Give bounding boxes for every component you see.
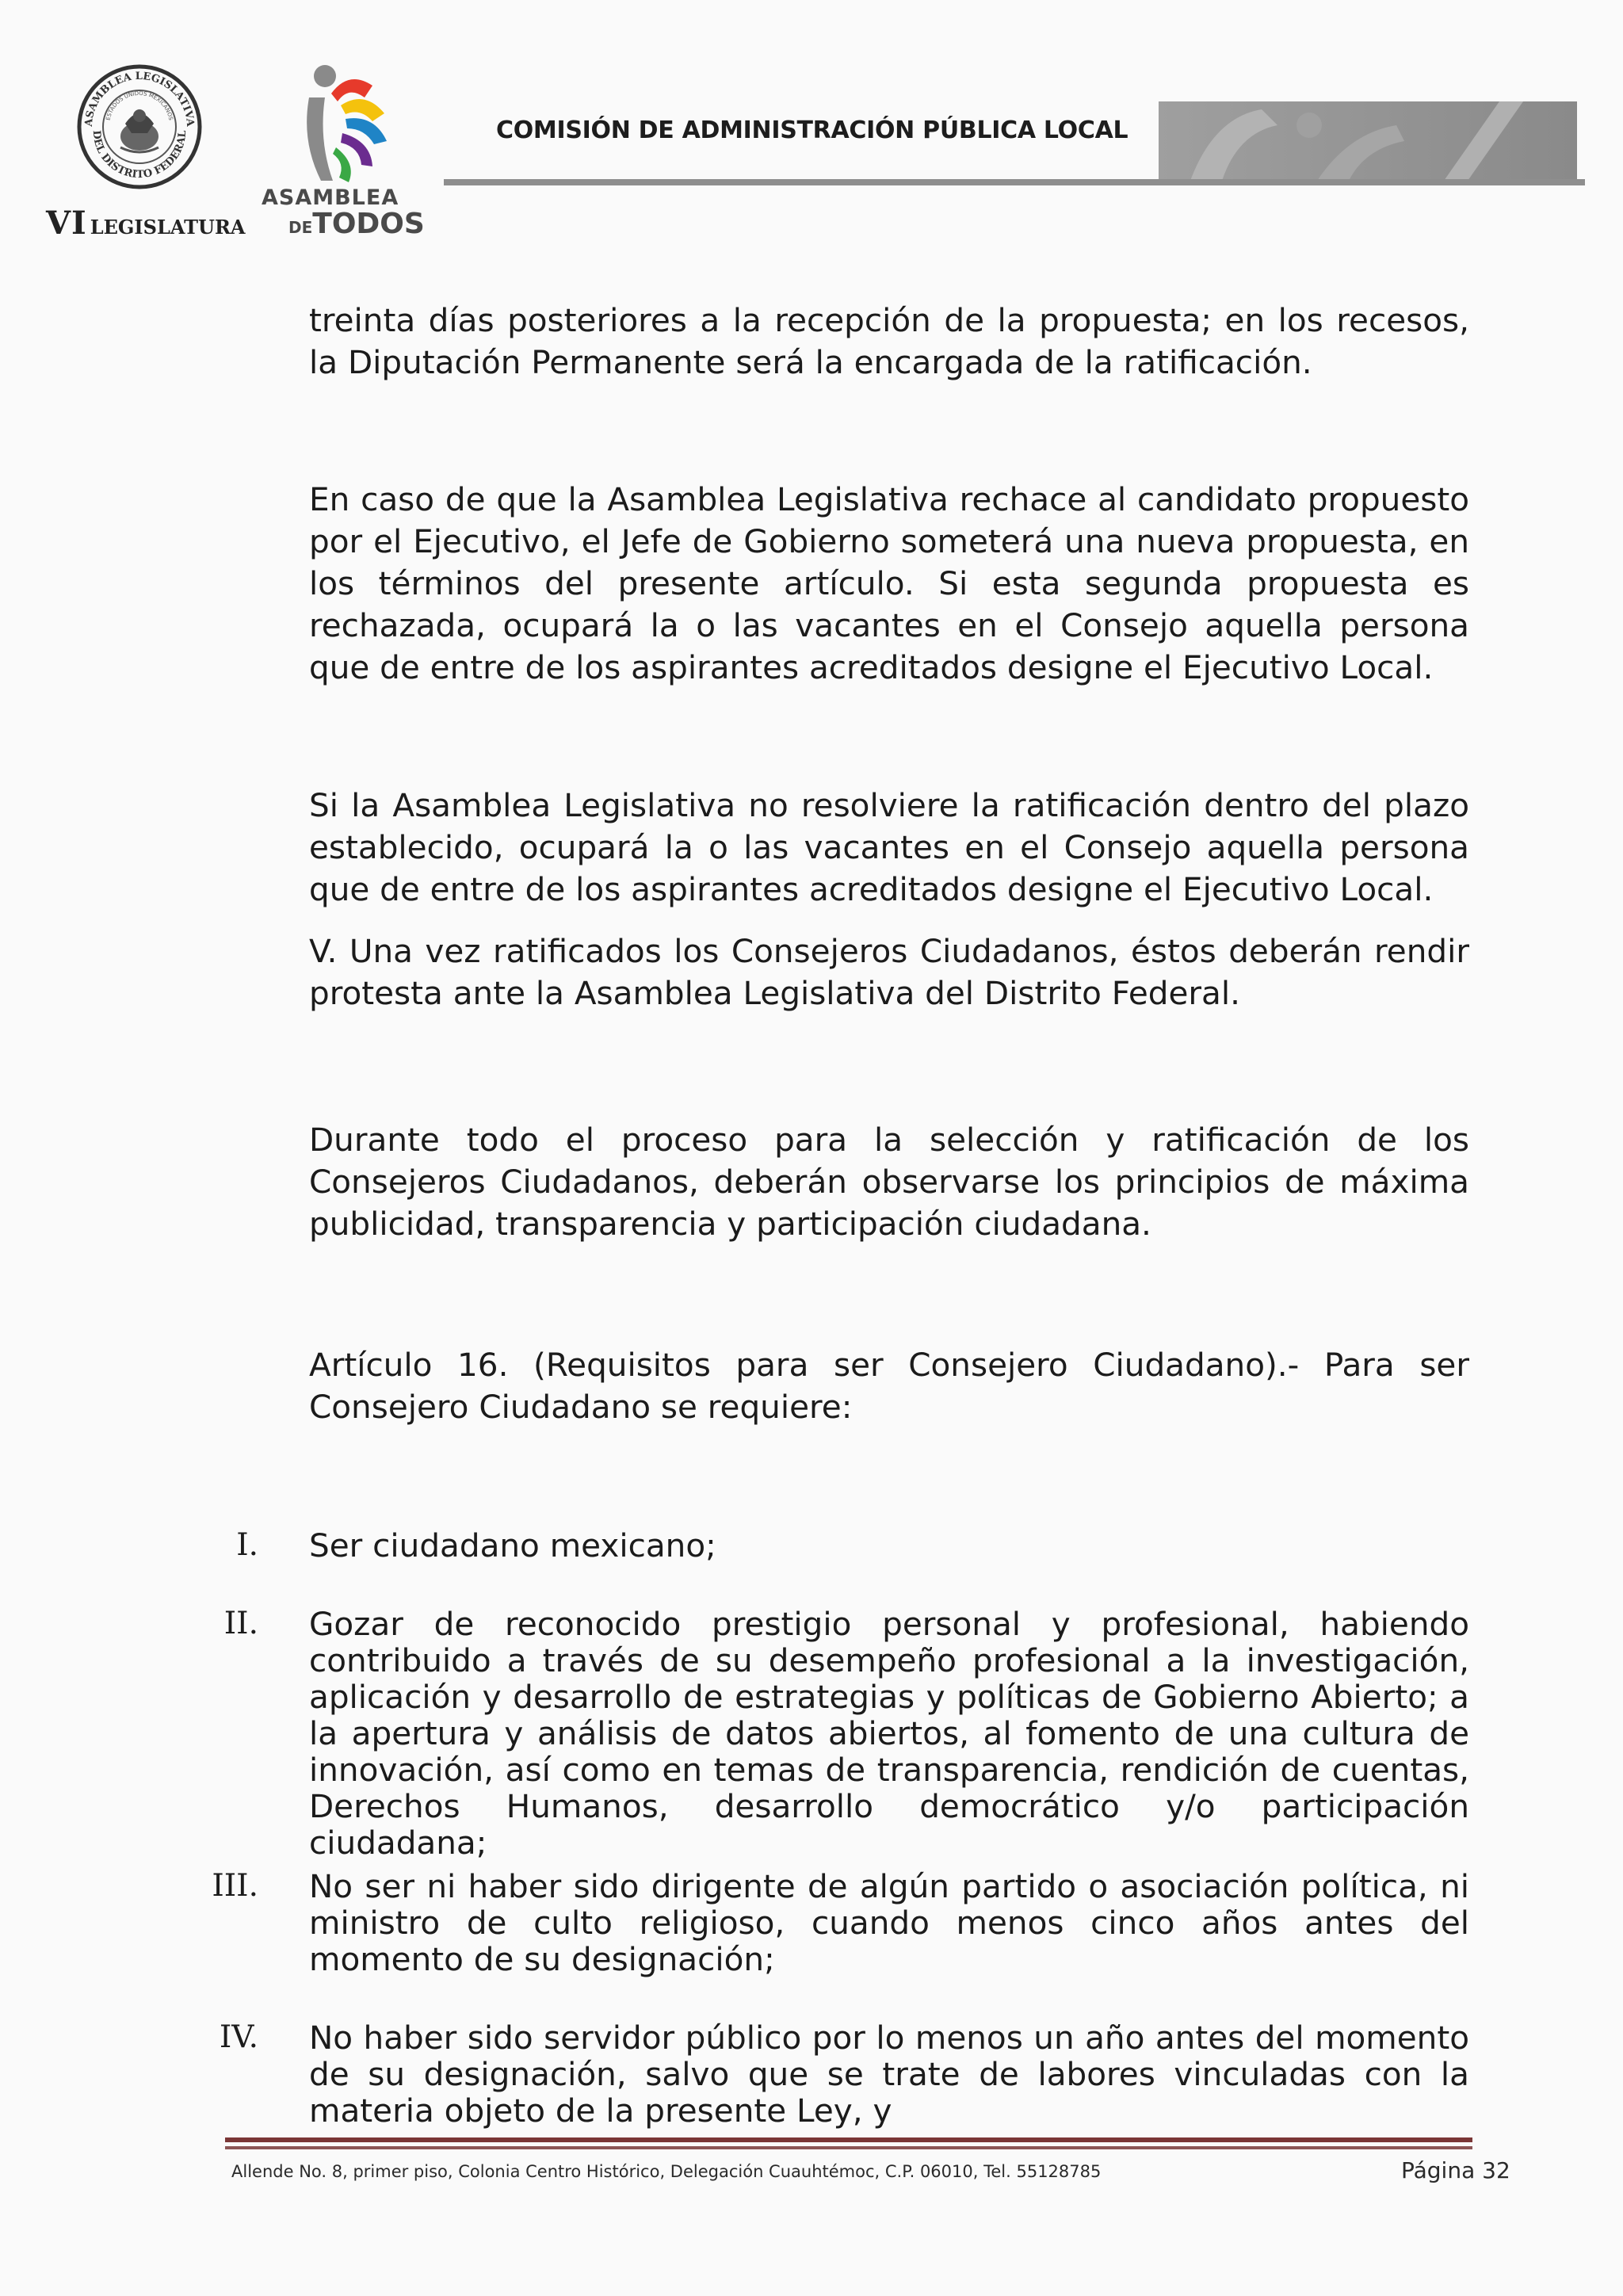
list-item-text: No haber sido servidor público por lo menos un año antes del momento de su designación, salvo que se trate de labores vinculadas con la materia objeto de la presente Ley, y xyxy=(309,2019,1469,2130)
list-item-text: Ser ciudadano mexicano; xyxy=(309,1526,716,1564)
list-item-number: IV. xyxy=(219,2019,258,2055)
list-item-number: II. xyxy=(223,1606,258,1641)
footer-rule-bottom xyxy=(225,2146,1472,2149)
asamblea-de-todos-logo-icon xyxy=(285,62,396,189)
svg-text:ESTADOS UNIDOS MEXICANOS: ESTADOS UNIDOS MEXICANOS xyxy=(105,90,174,121)
list-item-number: III. xyxy=(212,1868,258,1904)
header-rule xyxy=(444,179,1585,185)
page-header xyxy=(0,0,1623,254)
footer-address: Allende No. 8, primer piso, Colonia Centro Histórico, Delegación Cuauhtémoc, C.P. 06010, Tel. 55128785 xyxy=(231,2162,1102,2181)
header-pattern-icon xyxy=(1159,101,1577,181)
seal-emblem-icon xyxy=(76,63,203,190)
page-number: Página 32 xyxy=(1401,2157,1510,2183)
paragraph-principles: Durante todo el proceso para la selección y ratificación de los Consejeros Ciudadanos, deberán observarse los principios de máxima publicidad, transparencia y participación ciudadana. xyxy=(309,1121,1469,1243)
paragraph-rejection-procedure: En caso de que la Asamblea Legislativa rechace al candidato propuesto por el Ejecutivo, el Jefe de Gobierno someterá una nueva propuesta, en los términos del presente artículo. Si esta segunda propuesta es rechazada, ocupará la o las vacantes en el Consejo aquella persona que de entre de los aspirantes acreditados designe el Ejecutivo Local. xyxy=(309,480,1469,686)
article-16-heading: Artículo 16. (Requisitos para ser Consejero Ciudadano).- Para ser Consejero Ciudadano se requiere: xyxy=(309,1346,1469,1426)
header-decorative-band xyxy=(1159,101,1577,181)
svg-text:ASAMBLEA LEGISLATIVA: ASAMBLEA LEGISLATIVA xyxy=(82,70,197,128)
paragraph-ratification-deadline: treinta días posteriores a la recepción de la propuesta; en los recesos, la Diputación Permanente será la encargada de la ratificación. xyxy=(309,301,1469,381)
list-item-text: Gozar de reconocido prestigio personal y profesional, habiendo contribuido a través de su desempeño profesional a la investigación, aplicación y desarrollo de estrategias y políticas de Gobierno Abierto; a la apertura y análisis de datos abiertos, al fomento de una cultura de innovación, así como en temas de transparencia, rendición de cuentas, Derechos Humanos, desarrollo democrático y/o participación ciudadana; xyxy=(309,1605,1469,1862)
paragraph-protest: V. Una vez ratificados los Consejeros Ciudadanos, éstos deberán rendir protesta ante la Asamblea Legislativa del Distrito Federal. xyxy=(309,932,1469,1012)
list-item-number: I. xyxy=(236,1527,258,1563)
asamblea-de-todos-wordmark: ASAMBLEA DETODOS xyxy=(262,185,425,240)
footer-rule-top xyxy=(225,2137,1472,2142)
legislature-label: VI LEGISLATURA xyxy=(46,204,246,242)
svg-text:DEL DISTRITO FEDERAL: DEL DISTRITO FEDERAL xyxy=(90,129,189,181)
assembly-seal-logo xyxy=(76,63,203,190)
paragraph-no-resolution: Si la Asamblea Legislativa no resolviere la ratificación dentro del plazo establecido, ocupará la o las vacantes en el Consejo aquella persona que de entre de los aspirantes acreditados designe el Ejecutivo Local. xyxy=(309,786,1469,908)
list-item-text: No ser ni haber sido dirigente de algún partido o asociación política, ni ministro de culto religioso, cuando menos cinco años antes del momento de su designación; xyxy=(309,1867,1469,1978)
commission-title: COMISIÓN DE ADMINISTRACIÓN PÚBLICA LOCAL xyxy=(496,117,1128,144)
